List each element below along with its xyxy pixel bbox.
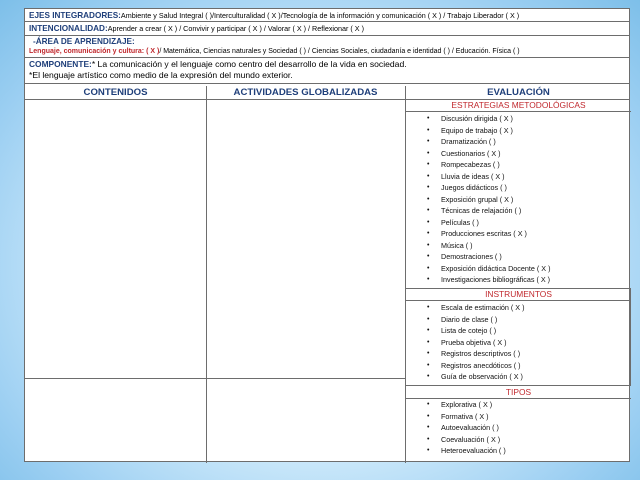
list-item: • Dramatización ( ) bbox=[406, 136, 631, 148]
list-item: • Diario de clase ( ) bbox=[406, 314, 631, 326]
intencionalidad-label: INTENCIONALIDAD: bbox=[29, 24, 108, 33]
list-item: • Música ( ) bbox=[406, 240, 631, 252]
list-item: • Exposición didáctica Docente ( X ) bbox=[406, 263, 631, 275]
planning-sheet bbox=[24, 8, 630, 462]
instrumentos-list bbox=[406, 302, 631, 383]
list-item: • Técnicas de relajación ( ) bbox=[406, 205, 631, 217]
ejes-text: Ambiente y Salud Integral ( )/Interculturalidad ( X )/Tecnología de la información y comunicación ( X ) / Trabajo Liberador ( X ) bbox=[120, 11, 520, 20]
componente-label: COMPONENTE: bbox=[29, 59, 92, 69]
sub-divider bbox=[406, 111, 631, 112]
componente-text-1: * La comunicación y el lenguaje como centro del desarrollo de la vida en sociedad. bbox=[91, 59, 407, 69]
tipos-list bbox=[406, 399, 631, 457]
row-divider bbox=[25, 378, 406, 379]
list-item: • Lista de cotejo ( ) bbox=[406, 325, 631, 337]
sub-divider bbox=[406, 300, 631, 301]
list-item: • Heteroevaluación ( ) bbox=[406, 445, 631, 457]
estrategias-title: ESTRATEGIAS METODOLÓGICAS bbox=[451, 100, 586, 110]
list-item: • Producciones escritas ( X ) bbox=[406, 228, 631, 240]
list-item: • Demostraciones ( ) bbox=[406, 251, 631, 263]
ejes-label: EJES INTEGRADORES: bbox=[29, 11, 121, 20]
list-item: • Rompecabezas ( ) bbox=[406, 159, 631, 171]
list-item: • Exposición grupal ( X ) bbox=[406, 194, 631, 206]
area-name: Lenguaje, comunicación y cultura: bbox=[29, 48, 145, 55]
intencionalidad-text: Aprender a crear ( X ) / Convivir y participar ( X ) / Valorar ( X ) / Reflexionar ( X ) bbox=[107, 24, 364, 33]
column-divider bbox=[206, 86, 207, 463]
componente-text-2: *El lenguaje artístico como medio de la expresión del mundo exterior. bbox=[29, 70, 293, 80]
list-item: • Guía de observación ( X ) bbox=[406, 371, 631, 383]
area-label: -ÁREA DE APRENDIZAJE: bbox=[33, 37, 135, 46]
list-item: • Investigaciones bibliográficas ( X ) bbox=[406, 274, 631, 286]
instrumentos-title: INSTRUMENTOS bbox=[485, 289, 552, 299]
list-item: • Explorativa ( X ) bbox=[406, 399, 631, 411]
list-item: • Equipo de trabajo ( X ) bbox=[406, 125, 631, 137]
intencionalidad-row bbox=[25, 22, 629, 36]
list-item: • Registros descriptivos ( ) bbox=[406, 348, 631, 360]
list-item: • Registros anecdóticos ( ) bbox=[406, 360, 631, 372]
list-item: • Prueba objetiva ( X ) bbox=[406, 337, 631, 349]
list-item: • Autoevaluación ( ) bbox=[406, 422, 631, 434]
content-grid bbox=[25, 86, 629, 463]
area-selection: ( X ) bbox=[144, 48, 160, 55]
area-rest: / Matemática, Ciencias naturales y Sociedad ( ) / Ciencias Sociales, ciudadanía e identidad ( ) / Educación. Física ( ) bbox=[159, 48, 520, 55]
column-evaluacion: EVALUACIÓN bbox=[487, 87, 550, 98]
tipos-title: TIPOS bbox=[505, 387, 532, 397]
estrategias-list bbox=[406, 113, 631, 286]
list-item: • Formativa ( X ) bbox=[406, 411, 631, 423]
column-contenidos: CONTENIDOS bbox=[83, 87, 148, 98]
column-actividades: ACTIVIDADES GLOBALIZADAS bbox=[233, 87, 378, 98]
area-line bbox=[29, 47, 625, 57]
area-row bbox=[25, 36, 629, 58]
componente-row bbox=[25, 58, 629, 84]
list-item: • Escala de estimación ( X ) bbox=[406, 302, 631, 314]
list-item: • Coevaluación ( X ) bbox=[406, 434, 631, 446]
list-item: • Lluvia de ideas ( X ) bbox=[406, 171, 631, 183]
ejes-row bbox=[25, 9, 629, 22]
list-item: • Juegos didácticos ( ) bbox=[406, 182, 631, 194]
list-item: • Películas ( ) bbox=[406, 217, 631, 229]
list-item: • Cuestionarios ( X ) bbox=[406, 148, 631, 160]
list-item: • Discusión dirigida ( X ) bbox=[406, 113, 631, 125]
